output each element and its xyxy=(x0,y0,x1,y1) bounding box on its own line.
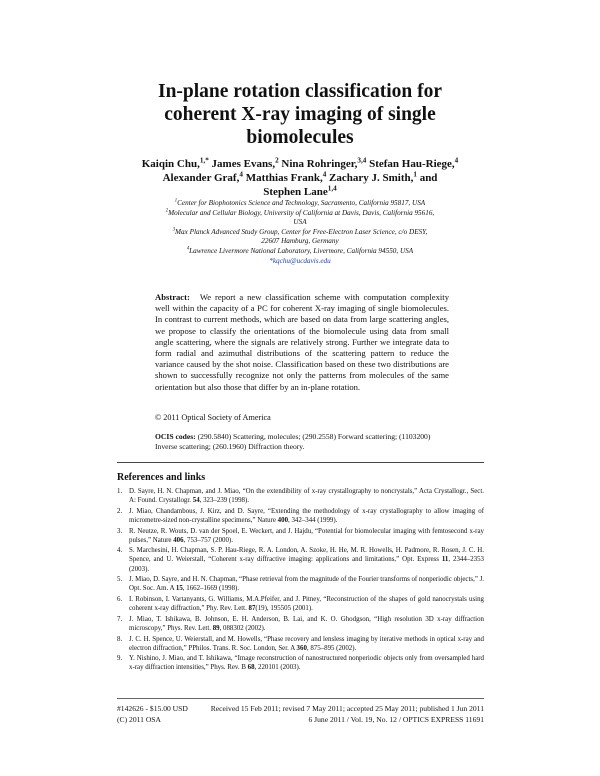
reference-text: J. C. H. Spence, U. Weierstall, and M. Howells, “Phase recovery and lensless imaging by iterative methods in optical x-ray and electron diffraction,” PPhilos. Trans. R. Soc. London, Ser. A 360, 875–895 (2002). xyxy=(129,635,484,652)
reference-number: 5. xyxy=(117,576,123,584)
affiliation-line: $^2$Molecular and Cellular Biology, University of California at Davis, Davis, California 95616, xyxy=(165,208,435,217)
abstract-text: We report a new classification scheme with computation complexity well within the capacity of a PC for coherent X-ray imaging of single biomolecules. In contrast to current methods, which are based on data from large scattering angles, we propose to classify the orientations of the biomolecule using data from small angle scattering, where the signals are relatively strong. Further we integrate data to form radial and azimuthal distributions of the scattering pattern to reduce the variance caused by the shot noise. Classification based on these two distributions are shown to successfully recognize not only the patterns from molecules of the same orientation but also those that differ by an in-plane rotation. xyxy=(155,292,449,392)
ocis-text: (290.5840) Scattering, molecules; (290.2558) Forward scattering; (1103200) Inverse scattering; (260.1960) Diffraction theory. xyxy=(155,432,431,451)
journal-citation: 6 June 2011 / Vol. 19, No. 12 / OPTICS EXPRESS 11691 xyxy=(308,715,484,724)
reference-text: Y. Nishino, J. Miao, and T. Ishikawa, “Image reconstruction of nanostructured nonperiodic objects only from oversampled hard x-ray diffraction intensities,” Phys. Rev. B 68, 220101 (2003). xyxy=(129,655,484,672)
reference-number: 9. xyxy=(117,655,123,663)
reference-number: 4. xyxy=(117,547,123,555)
osa-copyright: (C) 2011 OSA xyxy=(117,715,162,724)
reference-text: S. Marchesini, H. Chapman, S. P. Hau-Riege, R. A. London, A. Szoke, H. He, M. R. Howells, H. Padmore, R. Rosen, J. C. H. Spence, and U. Weierstall, “Coherent x-ray diffractive imaging: applications and limitations,” Opt. Express 11, 2344–2353 (2003). xyxy=(129,547,485,573)
author-line: Alexander Graf,$^4$ Matthias Frank,$^4$ Zachary J. Smith,$^1$ and xyxy=(162,170,438,184)
publication-dates: Received 15 Feb 2011; revised 7 May 2011; accepted 25 May 2011; published 1 Jun 2011 xyxy=(210,704,484,713)
reference-text: D. Sayre, H. N. Chapman, and J. Miao, “On the extendibility of x-ray crystallography to noncrystals,” Acta Crystallogr., Sect. A: Found. Crystallogr. 54, 323–239 (1998). xyxy=(129,488,484,505)
references-heading: References and links xyxy=(117,472,206,483)
reference-text: J. Miao, Chandambous, J. Kirz, and D. Sayre, “Extending the methodology of x-ray crystallography to allow imaging of micrometre-sized non-crystalline specimens,” Nature 400, 342–344 (1999). xyxy=(129,507,484,524)
paper-title xyxy=(100,80,500,149)
title-line: In-plane rotation classification for xyxy=(157,81,442,102)
footer-divider xyxy=(117,698,484,699)
author-line: Kaiqin Chu,$^{1,*}$ James Evans,$^2$ Nina Rohringer,$^{3,4}$ Stefan Hau-Riege,$^4$ xyxy=(141,156,459,170)
affiliation-line: $^3$Max Planck Advanced Study Group, Center for Free-Electron Laser Science, c/o DESY, xyxy=(172,227,428,236)
reference-text: I. Robinson, I. Vartanyants, G. Williams, M.A.Pfeifer, and J. Pitney, “Reconstruction of the shapes of gold nanocrystals using coherent x-ray diffraction,” Phy. Rev. Lett. 87(19), 195505 (2001). xyxy=(129,596,484,613)
ocis-codes xyxy=(155,432,449,452)
author-line: Stephen Lane$^{1,4}$ xyxy=(263,184,337,198)
affiliation-line: $^1$Center for Biophotonics Science and Technology, Sacramento, California 95817, USA xyxy=(174,198,426,207)
reference-item xyxy=(117,507,484,525)
reference-item xyxy=(117,575,484,593)
affiliation-line: $^4$Lawrence Livermore National Laboratory, Livermore, California 94550, USA xyxy=(186,246,414,255)
affiliations xyxy=(110,199,490,266)
reference-item xyxy=(117,595,484,613)
reference-number: 2. xyxy=(117,507,123,515)
title-line: coherent X-ray imaging of single xyxy=(164,104,436,125)
reference-item xyxy=(117,527,484,545)
abstract xyxy=(155,292,449,393)
reference-text: J. Miao, D. Sayre, and H. N. Chapman, “Phase retrieval from the magnitude of the Fourier transforms of nonperiodic objects,” J. Opt. Soc. Am. A 15, 1662–1669 (1998). xyxy=(129,576,484,593)
reference-text: J. Miao, T. Ishikawa, B. Johnson, E. H. Anderson, B. Lai, and K. O. Ghodgson, “High resolution 3D x-ray diffraction microscopy,” Phys. Rev. Lett. 89, 088302 (2002). xyxy=(129,615,484,632)
abstract-label: Abstract: xyxy=(155,292,190,302)
author-email-link[interactable]: *kqchu@ucdavis.edu xyxy=(269,256,331,265)
reference-number: 1. xyxy=(117,488,123,495)
affiliation-line: USA xyxy=(293,218,307,227)
reference-text: R. Neutze, R. Wouts, D. van der Spoel, E. Weckert, and J. Hajdu, “Potential for biomolecular imaging with femtosecond x-ray pulses,” Nature 406, 753–757 (2000). xyxy=(129,527,484,544)
copyright-notice: © 2011 Optical Society of America xyxy=(155,413,271,422)
ocis-label: OCIS codes: xyxy=(155,432,196,441)
reference-number: 7. xyxy=(117,615,123,623)
reference-item xyxy=(117,654,484,672)
price-code: #142626 - $15.00 USD xyxy=(117,704,188,713)
section-divider xyxy=(117,462,484,463)
references-list xyxy=(117,487,484,674)
reference-item xyxy=(117,487,484,505)
reference-item xyxy=(117,615,484,633)
author-list xyxy=(110,157,490,199)
reference-number: 6. xyxy=(117,596,123,603)
title-line: biomolecules xyxy=(246,127,354,148)
reference-number: 3. xyxy=(117,527,123,535)
reference-item xyxy=(117,635,484,653)
reference-number: 8. xyxy=(117,635,123,643)
affiliation-line: 22607 Hamburg, Germany xyxy=(261,237,339,246)
reference-item xyxy=(117,546,484,573)
